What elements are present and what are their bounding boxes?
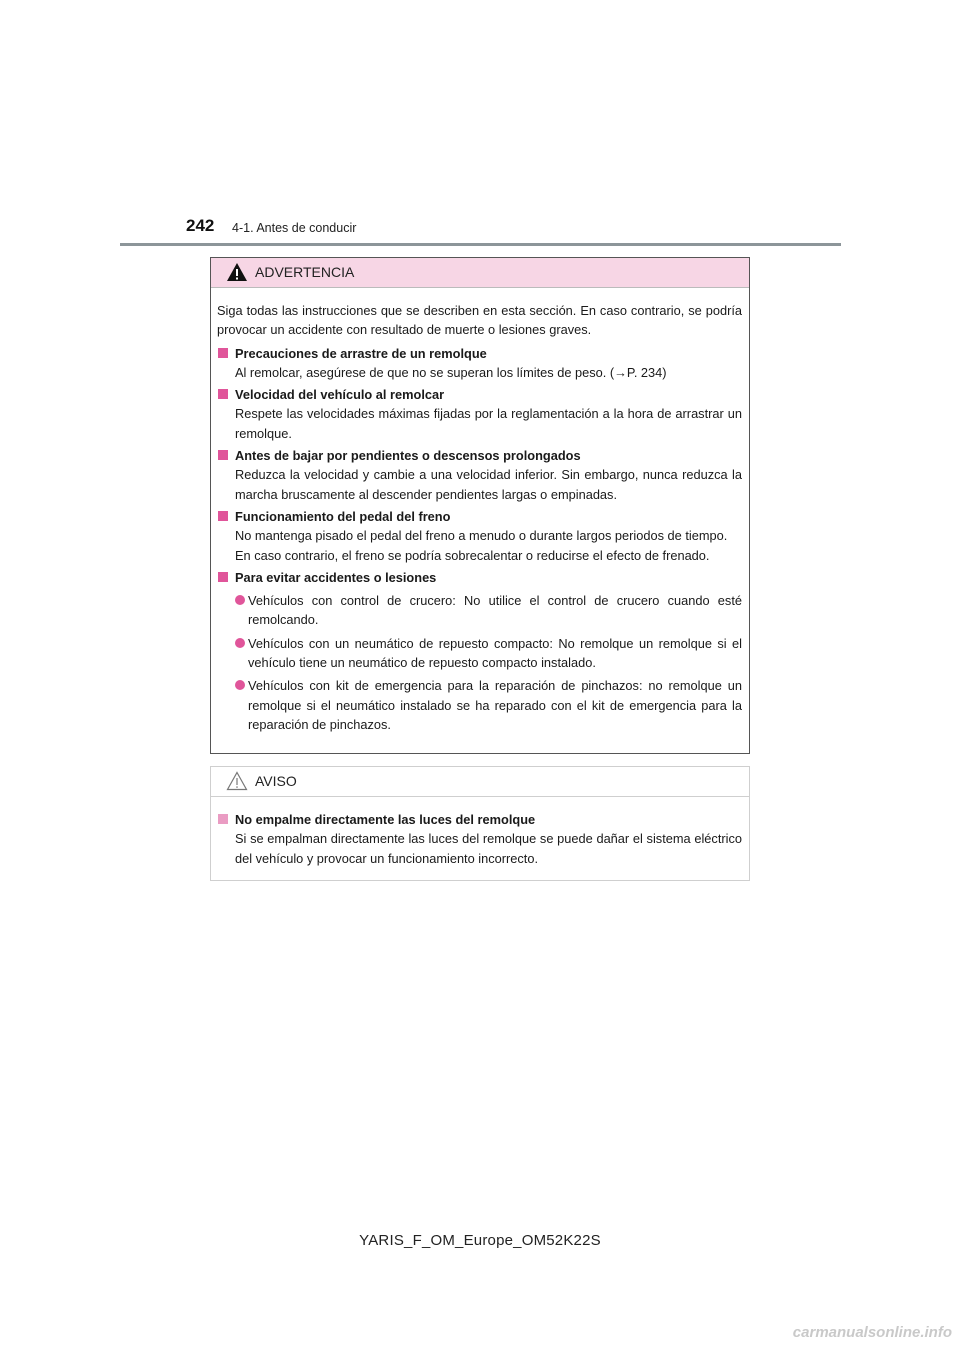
warning-item (217, 568, 742, 734)
list-item: Vehículos con kit de emergencia para la reparación de pinchazos: no remolque un remolque si el neumático instalado se ha reparado con el kit de emergencia para la reparación de pinchazos. (217, 676, 742, 734)
warning-item (217, 385, 742, 443)
circle-bullet-icon (235, 595, 245, 605)
notice-item (217, 810, 742, 868)
item-text: En caso contrario, el freno se podría sobrecalentar o reducirse el efecto de frenado. (235, 547, 710, 563)
square-bullet-icon (218, 511, 228, 521)
notice-body (211, 797, 749, 868)
item-heading: Velocidad del vehículo al remolcar (235, 387, 445, 403)
warning-intro: Siga todas las instrucciones que se describen en esta sección. En caso contrario, se podría provocar un accidente con resultado de muerte o lesiones graves. (217, 303, 742, 338)
watermark: carmanualsonline.info (792, 1324, 952, 1341)
circle-bullet-icon (235, 638, 245, 648)
section-title: 4-1. Antes de conducir (232, 221, 357, 235)
notice-title: AVISO (255, 773, 297, 789)
notice-header (211, 767, 749, 797)
list-item: Vehículos con un neumático de repuesto compacto: No remolque un remolque si el vehículo tiene un neumático de repuesto compacto instalado. (217, 634, 742, 673)
warning-box (210, 257, 750, 754)
square-bullet-icon (218, 450, 228, 460)
list-item: Vehículos con control de crucero: No utilice el control de crucero cuando esté remolcando. (217, 591, 742, 630)
notice-box (210, 766, 750, 881)
warning-item (217, 344, 742, 383)
item-text: Al remolcar, asegúrese de que no se superan los límites de peso. (→P. 234) (235, 364, 667, 380)
warning-title: ADVERTENCIA (255, 264, 355, 280)
item-heading: Funcionamiento del pedal del freno (235, 508, 451, 524)
warning-triangle-icon (226, 262, 248, 282)
warning-body (211, 288, 749, 734)
warning-item (217, 446, 742, 504)
item-text: Reduzca la velocidad y cambie a una velocidad inferior. Sin embargo, nunca reduzca la marcha bruscamente al descender pendientes largas o empinadas. (235, 467, 742, 502)
item-heading: Para evitar accidentes o lesiones (235, 569, 437, 585)
warning-item (217, 507, 742, 565)
item-heading: Antes de bajar por pendientes o descensos prolongados (235, 448, 581, 464)
square-bullet-icon (218, 572, 228, 582)
document-code: YARIS_F_OM_Europe_OM52K22S (359, 1232, 601, 1249)
item-heading: No empalme directamente las luces del remolque (235, 812, 536, 827)
square-bullet-icon (218, 814, 228, 824)
item-text: No mantenga pisado el pedal del freno a menudo o durante largos periodos de tiempo. (235, 528, 728, 544)
item-heading: Precauciones de arrastre de un remolque (235, 345, 487, 361)
page-number: 242 (186, 216, 215, 235)
item-text: Respete las velocidades máximas fijadas por la reglamentación a la hora de arrastrar un remolque. (235, 406, 742, 441)
warning-header (211, 258, 749, 288)
square-bullet-icon (218, 348, 228, 358)
square-bullet-icon (218, 389, 228, 399)
caution-triangle-icon (226, 771, 248, 791)
header-rule (120, 243, 841, 246)
circle-bullet-icon (235, 680, 245, 690)
item-text: Si se empalman directamente las luces del remolque se puede dañar el sistema eléctrico del vehículo y provocar un funcionamiento incorrecto. (235, 831, 742, 866)
